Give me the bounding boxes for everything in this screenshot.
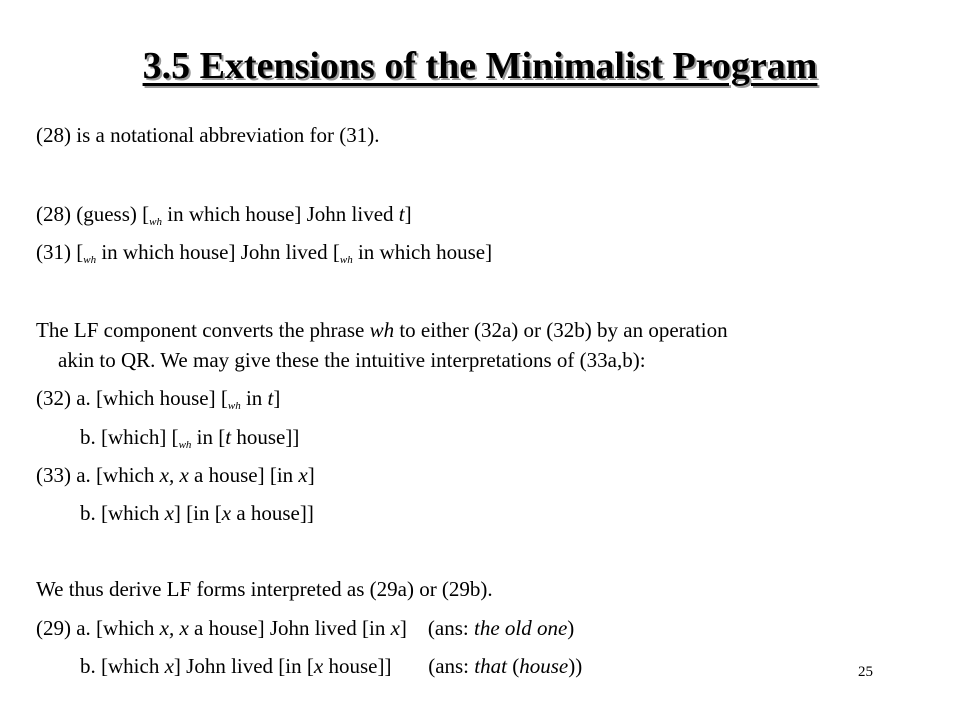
slide-title: 3.5 Extensions of the Minimalist Program [142, 45, 818, 87]
page-number: 25 [858, 664, 873, 680]
text-line-6: (32) a. [which house] [$_{wh}$ in t] [36, 386, 281, 412]
text-line-1: (28) is a notational abbreviation for (31). [36, 123, 380, 147]
text-line-5: akin to QR. We may give these the intuitive interpretations of (33a,b): [58, 348, 646, 372]
text-line-3: (31) [$_{wh}$ in which house] John lived [$_{wh}$ in which house] [36, 240, 493, 266]
text-line-2: (28) (guess) [$_{wh}$ in which house] John lived t] [36, 202, 412, 228]
text-line-4: The LF component converts the phrase wh to either (32a) or (32b) by an operation [36, 318, 728, 342]
text-line-8: (33) a. [which x, x a house] [in x] [36, 463, 315, 487]
text-line-11: (29) a. [which x, x a house] John lived [in x] (ans: the old one) [36, 616, 575, 640]
text-line-9: b. [which x] [in [x a house]] [80, 501, 314, 525]
text-line-10: We thus derive LF forms interpreted as (29a) or (29b). [36, 577, 493, 601]
text-line-7: b. [which] [$_{wh}$ in [t house]] [80, 425, 300, 451]
text-line-12: b. [which x] John lived [in [x house]] (ans: that (house)) [80, 654, 583, 678]
